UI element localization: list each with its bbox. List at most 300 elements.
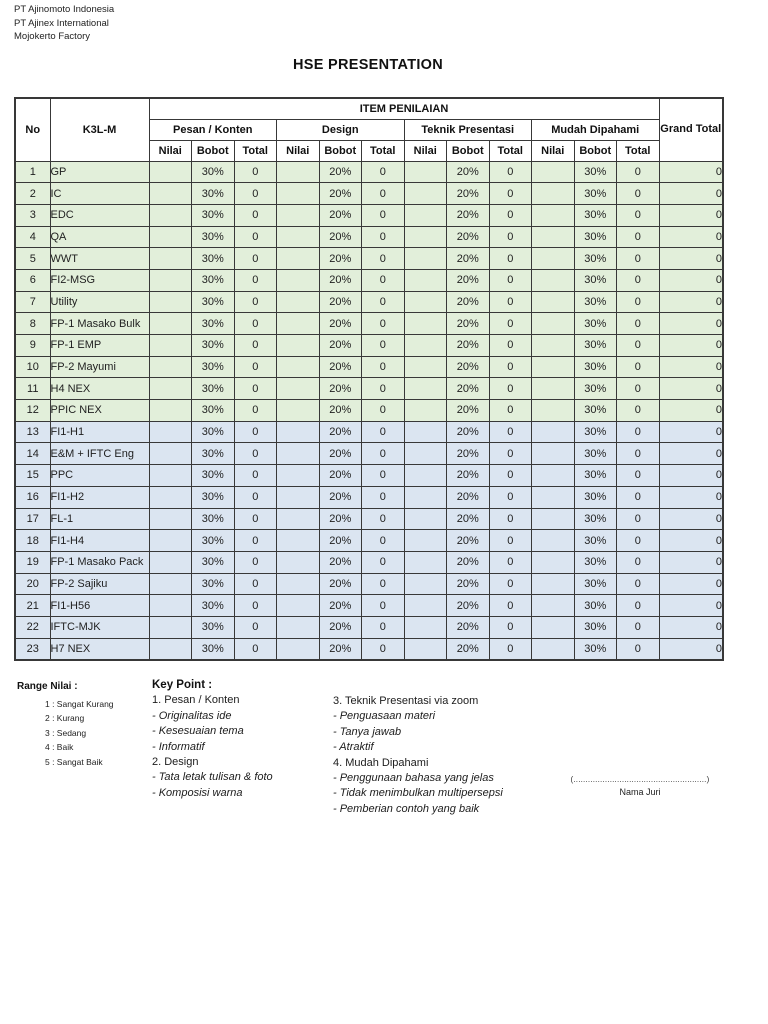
cell-total-group3: 0 [489,183,532,205]
key-point-item: - Informatif [152,740,205,753]
table-row [15,638,723,660]
table-row [15,291,723,313]
cell-no: 16 [15,486,50,508]
cell-no: 22 [15,616,50,638]
cell-no: 12 [15,400,50,422]
cell-nilai-group1 [149,400,192,422]
header-group-design: Design [277,119,405,140]
cell-nilai-group3 [404,616,447,638]
company-line-3: Mojokerto Factory [14,31,91,42]
cell-total-group1: 0 [234,183,277,205]
judge-name-label: Nama Juri [619,787,661,797]
cell-total-group1: 0 [234,616,277,638]
cell-bobot-group1: 30% [192,595,235,617]
signature-dotted-line: (.......................................................) [570,775,710,784]
table-row [15,508,723,530]
cell-bobot-group2: 20% [319,400,362,422]
cell-bobot-group2: 20% [319,313,362,335]
cell-nilai-group3 [404,183,447,205]
cell-total-group1: 0 [234,551,277,573]
table-row [15,486,723,508]
key-point-item: - Penggunaan bahasa yang jelas [333,772,494,785]
cell-grand-total: 0 [659,269,723,291]
cell-total-group1: 0 [234,378,277,400]
cell-no: 1 [15,161,50,183]
cell-nilai-group2 [277,573,320,595]
cell-no: 4 [15,226,50,248]
cell-total-group3: 0 [489,356,532,378]
cell-nilai-group4 [532,551,575,573]
cell-bobot-group4: 30% [574,161,617,183]
cell-nilai-group2 [277,204,320,226]
cell-k3lm-name: FP-2 Mayumi [50,356,149,378]
cell-total-group3: 0 [489,378,532,400]
cell-bobot-group1: 30% [192,465,235,487]
cell-nilai-group4 [532,204,575,226]
cell-total-group1: 0 [234,573,277,595]
cell-bobot-group2: 20% [319,204,362,226]
table-row [15,421,723,443]
header-sub-bobot-2: Bobot [319,140,362,161]
cell-nilai-group3 [404,226,447,248]
cell-nilai-group2 [277,421,320,443]
cell-nilai-group1 [149,161,192,183]
cell-nilai-group1 [149,573,192,595]
cell-bobot-group4: 30% [574,400,617,422]
header-sub-bobot-3: Bobot [447,140,490,161]
cell-no: 15 [15,465,50,487]
table-row [15,573,723,595]
cell-grand-total: 0 [659,486,723,508]
cell-total-group1: 0 [234,443,277,465]
key-point-title: Key Point : [152,679,213,691]
cell-bobot-group3: 20% [447,573,490,595]
cell-nilai-group1 [149,356,192,378]
cell-grand-total: 0 [659,638,723,660]
cell-total-group1: 0 [234,204,277,226]
cell-bobot-group2: 20% [319,573,362,595]
cell-nilai-group1 [149,595,192,617]
cell-total-group2: 0 [362,400,405,422]
cell-bobot-group3: 20% [447,313,490,335]
cell-nilai-group3 [404,595,447,617]
cell-no: 20 [15,573,50,595]
cell-bobot-group4: 30% [574,551,617,573]
table-row [15,204,723,226]
cell-total-group2: 0 [362,378,405,400]
cell-bobot-group1: 30% [192,421,235,443]
cell-total-group1: 0 [234,486,277,508]
cell-bobot-group4: 30% [574,204,617,226]
cell-k3lm-name: FP-1 Masako Pack [50,551,149,573]
cell-nilai-group3 [404,269,447,291]
cell-k3lm-name: IFTC-MJK [50,616,149,638]
cell-nilai-group3 [404,378,447,400]
cell-bobot-group2: 20% [319,421,362,443]
cell-total-group1: 0 [234,291,277,313]
cell-total-group2: 0 [362,616,405,638]
cell-no: 18 [15,530,50,552]
cell-nilai-group4 [532,638,575,660]
cell-nilai-group4 [532,465,575,487]
table-row [15,400,723,422]
key-point-item: - Kesesuaian tema [152,725,244,738]
cell-bobot-group2: 20% [319,465,362,487]
cell-nilai-group3 [404,400,447,422]
cell-bobot-group1: 30% [192,291,235,313]
cell-nilai-group2 [277,183,320,205]
cell-bobot-group1: 30% [192,551,235,573]
header-no: No [15,98,50,161]
cell-bobot-group1: 30% [192,313,235,335]
header-sub-nilai-1: Nilai [149,140,192,161]
cell-bobot-group1: 30% [192,204,235,226]
cell-nilai-group4 [532,226,575,248]
cell-bobot-group4: 30% [574,421,617,443]
range-nilai-items [45,697,114,769]
cell-nilai-group4 [532,378,575,400]
cell-nilai-group1 [149,638,192,660]
cell-nilai-group3 [404,508,447,530]
cell-k3lm-name: QA [50,226,149,248]
table-row [15,443,723,465]
cell-bobot-group4: 30% [574,465,617,487]
cell-bobot-group2: 20% [319,616,362,638]
cell-nilai-group1 [149,443,192,465]
cell-total-group4: 0 [617,269,660,291]
cell-total-group2: 0 [362,486,405,508]
cell-total-group2: 0 [362,551,405,573]
cell-grand-total: 0 [659,616,723,638]
cell-bobot-group3: 20% [447,356,490,378]
cell-total-group4: 0 [617,183,660,205]
cell-grand-total: 0 [659,226,723,248]
cell-total-group3: 0 [489,530,532,552]
cell-bobot-group2: 20% [319,269,362,291]
cell-no: 17 [15,508,50,530]
cell-grand-total: 0 [659,573,723,595]
cell-nilai-group1 [149,313,192,335]
cell-total-group4: 0 [617,421,660,443]
cell-grand-total: 0 [659,356,723,378]
cell-nilai-group3 [404,551,447,573]
cell-bobot-group2: 20% [319,335,362,357]
cell-bobot-group2: 20% [319,226,362,248]
cell-nilai-group4 [532,248,575,270]
cell-total-group4: 0 [617,313,660,335]
cell-nilai-group2 [277,530,320,552]
header-sub-nilai-4: Nilai [532,140,575,161]
cell-total-group3: 0 [489,616,532,638]
cell-bobot-group3: 20% [447,161,490,183]
cell-bobot-group2: 20% [319,508,362,530]
cell-bobot-group1: 30% [192,269,235,291]
cell-k3lm-name: H7 NEX [50,638,149,660]
cell-k3lm-name: FP-2 Sajiku [50,573,149,595]
cell-total-group1: 0 [234,313,277,335]
cell-bobot-group2: 20% [319,161,362,183]
key-point-column-1 [152,678,273,801]
cell-grand-total: 0 [659,530,723,552]
cell-nilai-group1 [149,551,192,573]
cell-nilai-group3 [404,573,447,595]
cell-nilai-group2 [277,638,320,660]
cell-nilai-group4 [532,508,575,530]
cell-bobot-group4: 30% [574,443,617,465]
range-nilai-title: Range Nilai : [17,681,78,692]
cell-k3lm-name: FI1-H1 [50,421,149,443]
cell-nilai-group4 [532,269,575,291]
cell-bobot-group2: 20% [319,443,362,465]
cell-total-group3: 0 [489,248,532,270]
cell-total-group3: 0 [489,573,532,595]
cell-bobot-group1: 30% [192,573,235,595]
cell-bobot-group4: 30% [574,269,617,291]
cell-bobot-group3: 20% [447,638,490,660]
cell-bobot-group4: 30% [574,313,617,335]
cell-total-group4: 0 [617,356,660,378]
company-line-1: PT Ajinomoto Indonesia [14,4,115,15]
header-sub-total-2: Total [362,140,405,161]
cell-total-group4: 0 [617,291,660,313]
header-group-teknik-presentasi: Teknik Presentasi [404,119,532,140]
cell-bobot-group1: 30% [192,378,235,400]
cell-total-group1: 0 [234,161,277,183]
cell-total-group2: 0 [362,573,405,595]
cell-bobot-group2: 20% [319,291,362,313]
cell-bobot-group2: 20% [319,530,362,552]
cell-nilai-group4 [532,530,575,552]
cell-nilai-group3 [404,465,447,487]
cell-k3lm-name: WWT [50,248,149,270]
cell-bobot-group4: 30% [574,638,617,660]
cell-bobot-group1: 30% [192,226,235,248]
table-header [15,98,723,161]
key-point-item: - Atraktif [333,741,374,754]
key-point-item: - Tata letak tulisan & foto [152,771,273,784]
cell-bobot-group2: 20% [319,595,362,617]
cell-bobot-group1: 30% [192,486,235,508]
cell-nilai-group1 [149,269,192,291]
cell-grand-total: 0 [659,551,723,573]
judge-signature-block [570,775,710,797]
cell-nilai-group2 [277,508,320,530]
cell-k3lm-name: PPIC NEX [50,400,149,422]
cell-no: 11 [15,378,50,400]
cell-nilai-group3 [404,291,447,313]
cell-grand-total: 0 [659,400,723,422]
cell-k3lm-name: FP-1 EMP [50,335,149,357]
cell-total-group4: 0 [617,226,660,248]
cell-nilai-group1 [149,226,192,248]
cell-nilai-group3 [404,421,447,443]
cell-total-group4: 0 [617,530,660,552]
cell-bobot-group3: 20% [447,335,490,357]
cell-nilai-group2 [277,616,320,638]
cell-nilai-group3 [404,530,447,552]
cell-nilai-group4 [532,486,575,508]
cell-nilai-group2 [277,313,320,335]
header-group-pesan-konten: Pesan / Konten [149,119,277,140]
cell-nilai-group4 [532,595,575,617]
cell-nilai-group4 [532,356,575,378]
cell-total-group4: 0 [617,465,660,487]
cell-bobot-group3: 20% [447,443,490,465]
cell-total-group3: 0 [489,421,532,443]
cell-total-group3: 0 [489,508,532,530]
cell-no: 5 [15,248,50,270]
key-point-item: 1. Pesan / Konten [152,694,240,707]
cell-grand-total: 0 [659,378,723,400]
cell-bobot-group3: 20% [447,508,490,530]
cell-total-group4: 0 [617,443,660,465]
cell-bobot-group2: 20% [319,183,362,205]
cell-k3lm-name: E&M + IFTC Eng [50,443,149,465]
cell-nilai-group3 [404,335,447,357]
cell-no: 21 [15,595,50,617]
cell-k3lm-name: FI1-H2 [50,486,149,508]
cell-total-group1: 0 [234,421,277,443]
cell-total-group2: 0 [362,508,405,530]
cell-total-group2: 0 [362,313,405,335]
key-point-item: - Komposisi warna [152,786,243,799]
cell-grand-total: 0 [659,421,723,443]
company-line-2: PT Ajinex International [14,17,109,29]
cell-nilai-group4 [532,335,575,357]
cell-grand-total: 0 [659,291,723,313]
cell-nilai-group2 [277,161,320,183]
cell-total-group3: 0 [489,465,532,487]
cell-total-group2: 0 [362,291,405,313]
cell-no: 7 [15,291,50,313]
cell-nilai-group4 [532,616,575,638]
cell-bobot-group1: 30% [192,356,235,378]
cell-total-group4: 0 [617,204,660,226]
cell-bobot-group1: 30% [192,508,235,530]
table-row [15,161,723,183]
cell-no: 13 [15,421,50,443]
header-sub-nilai-3: Nilai [404,140,447,161]
cell-total-group2: 0 [362,204,405,226]
header-sub-bobot-1: Bobot [192,140,235,161]
cell-bobot-group3: 20% [447,269,490,291]
cell-total-group1: 0 [234,248,277,270]
cell-nilai-group1 [149,486,192,508]
cell-bobot-group1: 30% [192,335,235,357]
cell-nilai-group2 [277,595,320,617]
cell-total-group3: 0 [489,204,532,226]
table-row [15,356,723,378]
key-point-item: - Originalitas ide [152,709,232,722]
cell-no: 2 [15,183,50,205]
cell-nilai-group2 [277,356,320,378]
cell-no: 6 [15,269,50,291]
cell-bobot-group3: 20% [447,400,490,422]
header-row-top [15,98,723,119]
cell-nilai-group2 [277,378,320,400]
table-row [15,226,723,248]
cell-bobot-group3: 20% [447,291,490,313]
table-body [15,161,723,660]
cell-total-group2: 0 [362,248,405,270]
cell-nilai-group2 [277,465,320,487]
cell-bobot-group3: 20% [447,248,490,270]
cell-bobot-group4: 30% [574,378,617,400]
table-row [15,616,723,638]
cell-nilai-group3 [404,443,447,465]
cell-nilai-group4 [532,291,575,313]
cell-no: 9 [15,335,50,357]
company-header [14,3,114,44]
cell-grand-total: 0 [659,183,723,205]
cell-total-group3: 0 [489,313,532,335]
cell-grand-total: 0 [659,161,723,183]
cell-bobot-group4: 30% [574,486,617,508]
header-sub-total-4: Total [617,140,660,161]
range-nilai-item: 5 : Sangat Baik [45,756,103,767]
cell-total-group4: 0 [617,400,660,422]
cell-total-group3: 0 [489,551,532,573]
header-k3lm: K3L-M [50,98,149,161]
cell-total-group4: 0 [617,335,660,357]
cell-bobot-group3: 20% [447,465,490,487]
cell-bobot-group4: 30% [574,530,617,552]
table-row [15,530,723,552]
cell-total-group3: 0 [489,443,532,465]
cell-bobot-group1: 30% [192,638,235,660]
cell-k3lm-name: FI2-MSG [50,269,149,291]
cell-nilai-group2 [277,248,320,270]
cell-total-group2: 0 [362,356,405,378]
table-row [15,378,723,400]
cell-k3lm-name: FP-1 Masako Bulk [50,313,149,335]
cell-k3lm-name: H4 NEX [50,378,149,400]
cell-k3lm-name: FL-1 [50,508,149,530]
cell-nilai-group2 [277,400,320,422]
table-row [15,313,723,335]
cell-total-group1: 0 [234,226,277,248]
cell-total-group1: 0 [234,356,277,378]
cell-bobot-group3: 20% [447,551,490,573]
header-group-mudah-dipahami: Mudah Dipahami [532,119,660,140]
cell-bobot-group2: 20% [319,486,362,508]
cell-total-group2: 0 [362,226,405,248]
cell-k3lm-name: GP [50,161,149,183]
header-sub-total-1: Total [234,140,277,161]
cell-bobot-group1: 30% [192,616,235,638]
cell-total-group1: 0 [234,400,277,422]
cell-grand-total: 0 [659,335,723,357]
cell-bobot-group4: 30% [574,183,617,205]
cell-total-group4: 0 [617,573,660,595]
cell-nilai-group3 [404,161,447,183]
cell-nilai-group3 [404,638,447,660]
cell-bobot-group3: 20% [447,616,490,638]
cell-bobot-group4: 30% [574,508,617,530]
cell-bobot-group3: 20% [447,204,490,226]
table-row [15,183,723,205]
cell-grand-total: 0 [659,508,723,530]
cell-bobot-group4: 30% [574,226,617,248]
cell-total-group4: 0 [617,486,660,508]
cell-no: 23 [15,638,50,660]
cell-grand-total: 0 [659,595,723,617]
cell-total-group4: 0 [617,248,660,270]
range-nilai-item: 2 : Kurang [45,713,85,724]
cell-k3lm-name: Utility [50,291,149,313]
cell-grand-total: 0 [659,204,723,226]
table-row [15,551,723,573]
